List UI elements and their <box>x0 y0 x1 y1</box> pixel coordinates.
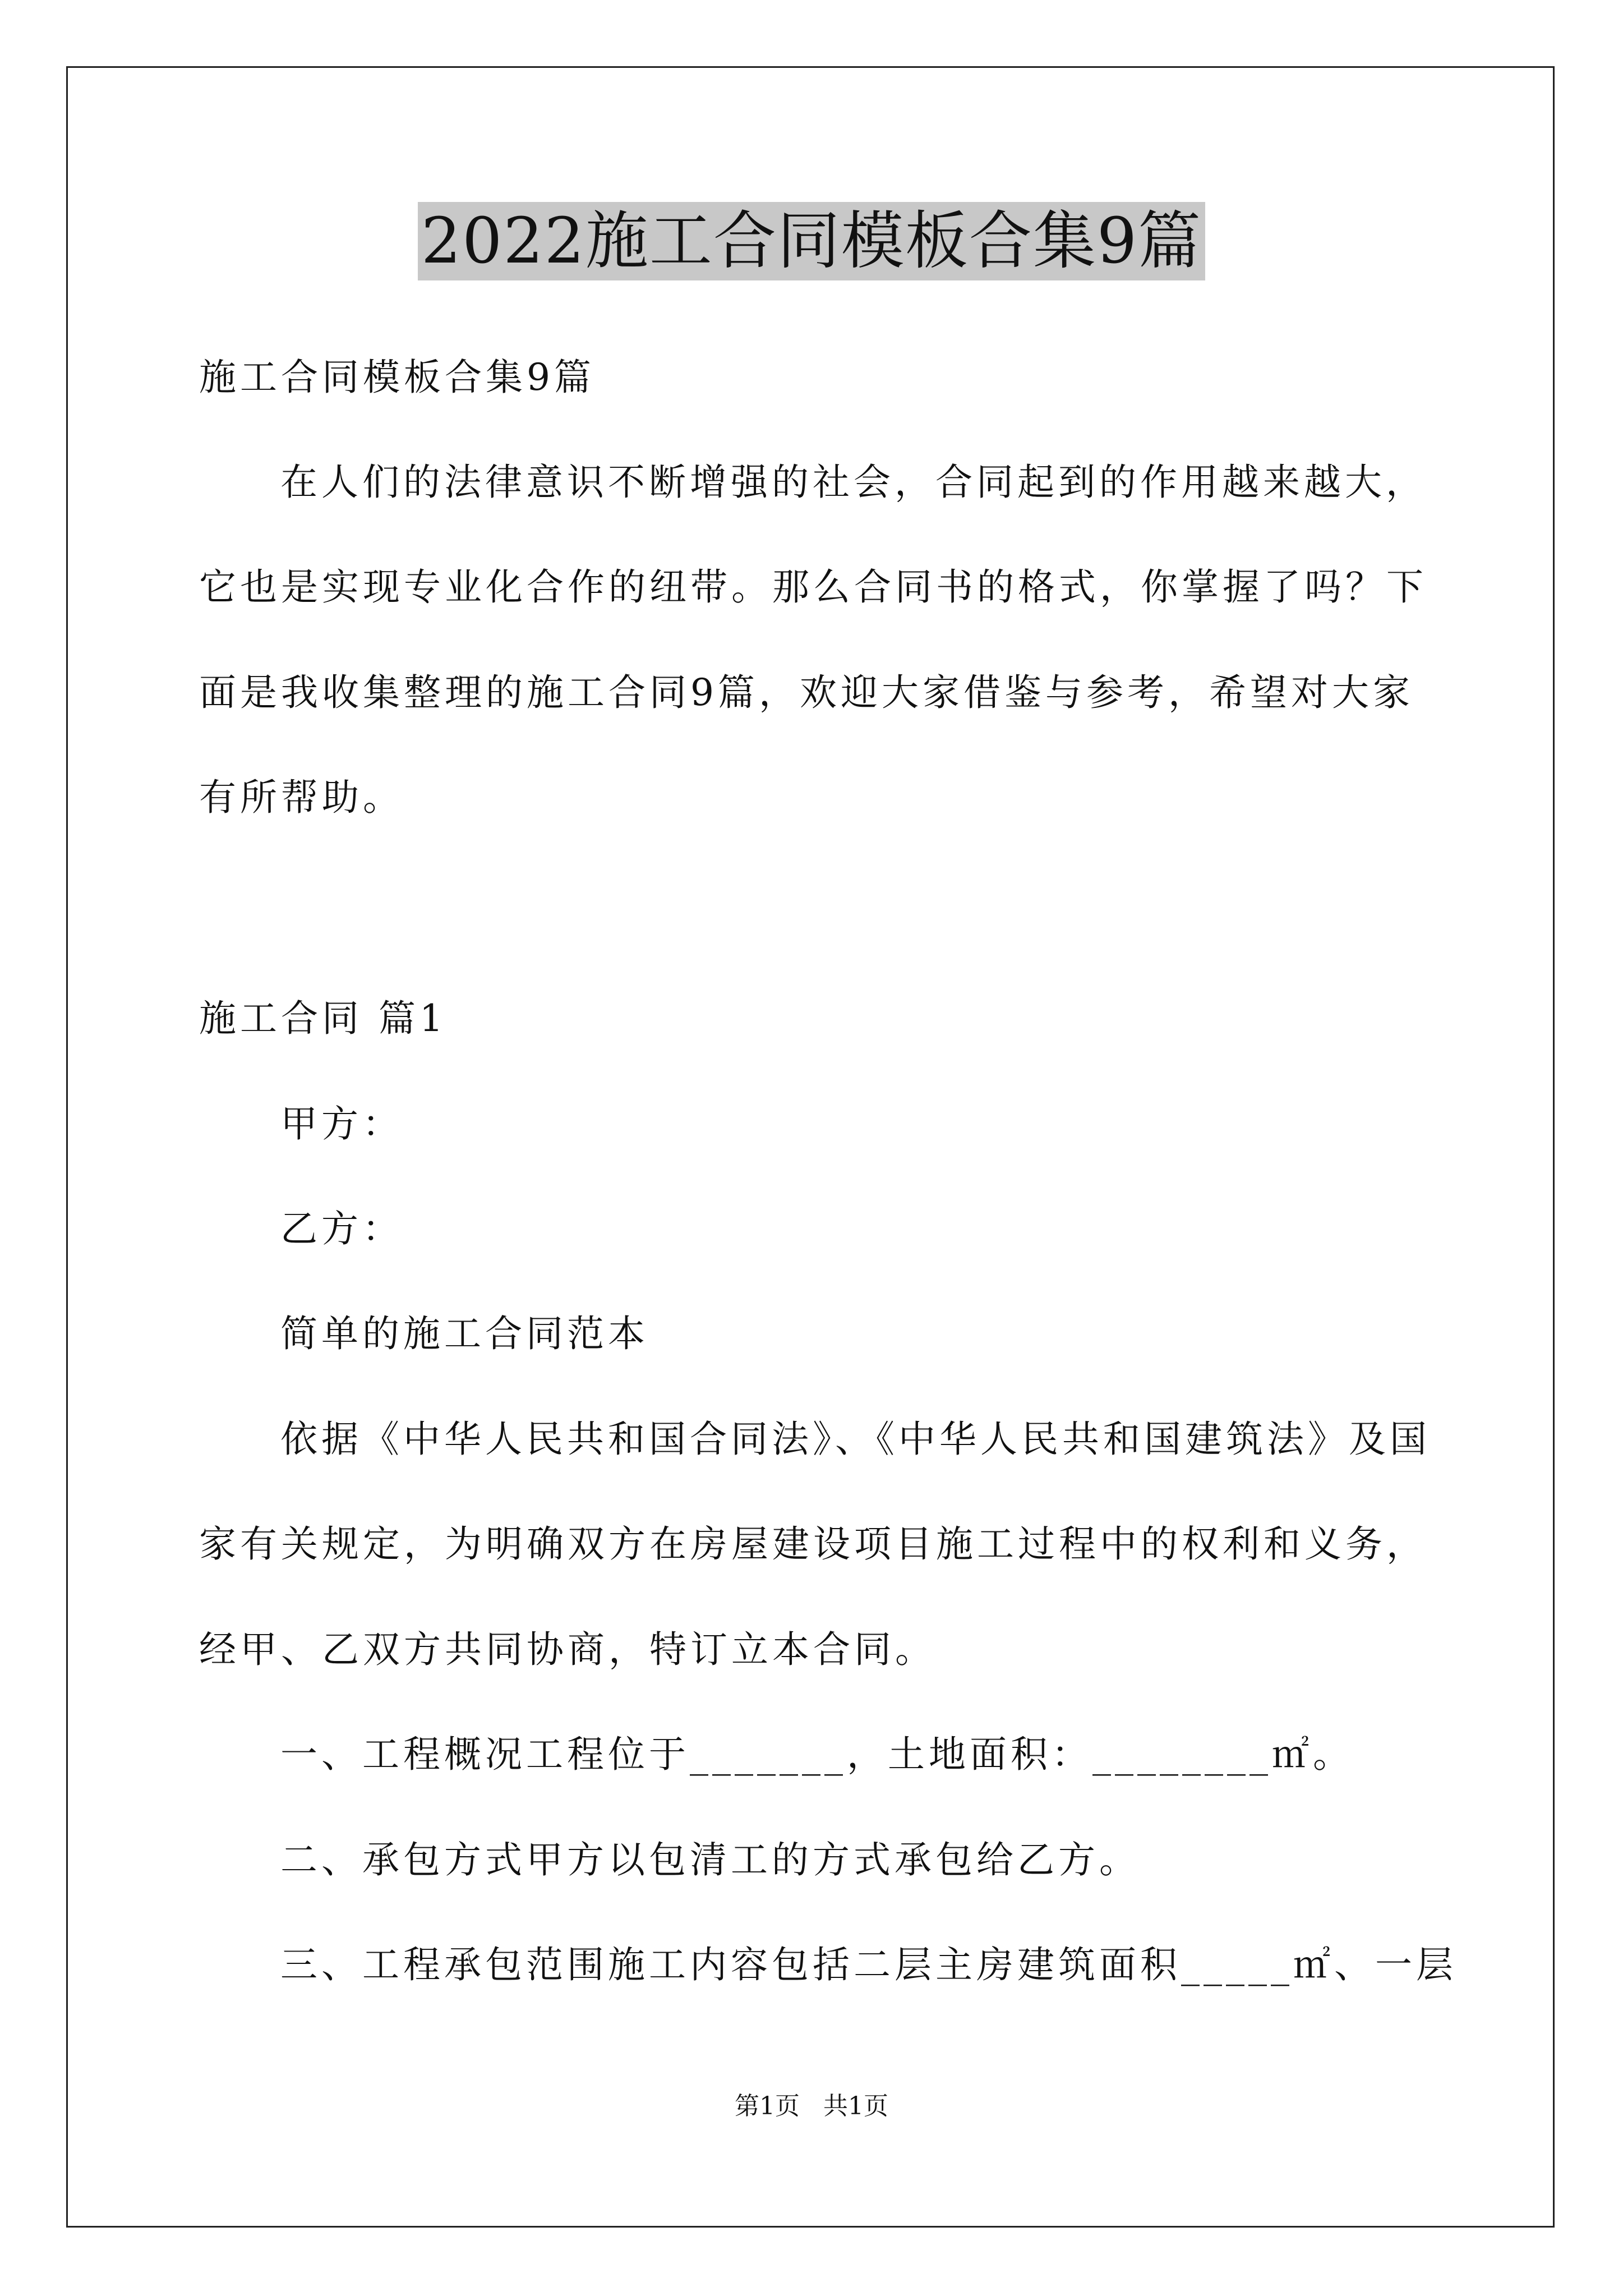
title-container <box>0 202 1623 280</box>
clause-line: 一、工程概况工程位于_______，土地面积：________㎡。 <box>280 1733 1354 1776</box>
party-b-label: 乙方： <box>280 1207 403 1250</box>
basis-line: 家有关规定，为明确双方在房屋建设项目施工过程中的权利和义务， <box>199 1522 1427 1566</box>
basis-line: 依据《中华人民共和国合同法》、《中华人民共和国建筑法》及国 <box>280 1418 1431 1461</box>
intro-line: 面是我收集整理的施工合同9篇，欢迎大家借鉴与参考，希望对大家 <box>199 671 1414 714</box>
basis-line: 经甲、乙双方共同协商，特订立本合同。 <box>199 1628 936 1671</box>
intro-line: 有所帮助。 <box>199 776 404 819</box>
clause-line: 三、工程承包范围施工内容包括二层主房建筑面积_____㎡、一层 <box>280 1943 1457 1986</box>
clause-line: 二、承包方式甲方以包清工的方式承包给乙方。 <box>280 1838 1140 1881</box>
section-heading: 施工合同 篇1 <box>199 997 447 1040</box>
page-footer: 第1页 共1页 <box>735 2092 888 2120</box>
sample-title: 简单的施工合同范本 <box>280 1312 649 1355</box>
party-a-label: 甲方： <box>280 1102 403 1145</box>
document-subtitle: 施工合同模板合集9篇 <box>199 356 595 399</box>
intro-line: 在人们的法律意识不断增强的社会，合同起到的作用越来越大， <box>280 461 1427 504</box>
intro-line: 它也是实现专业化合作的纽带。那么合同书的格式，你掌握了吗？下 <box>199 565 1427 609</box>
document-title: 2022施工合同模板合集9篇 <box>418 202 1205 280</box>
